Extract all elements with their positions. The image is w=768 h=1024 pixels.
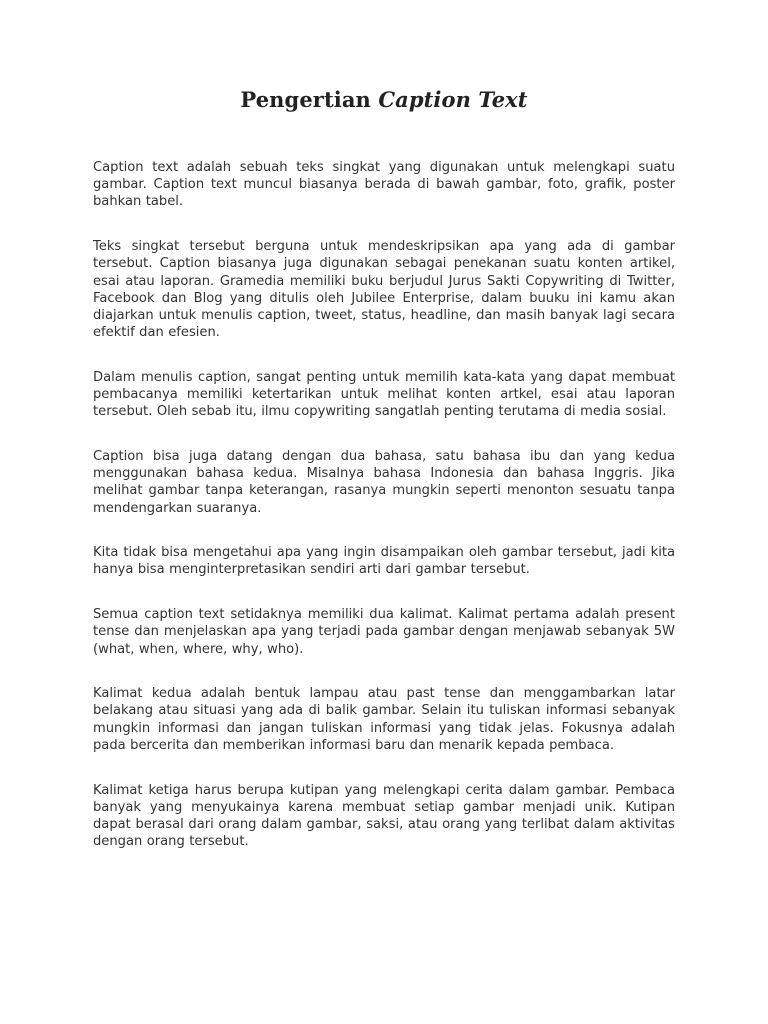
paragraph-5: Kita tidak bisa mengetahui apa yang ingin disampaikan oleh gambar tersebut, jadi kita hanya bisa menginterpretasikan sendiri arti dari gambar tersebut. bbox=[93, 545, 675, 578]
paragraph-8: Kalimat ketiga harus berupa kutipan yang melengkapi cerita dalam gambar. Pembaca banyak yang menyukainya karena membuat setiap gambar menjadi unik. Kutipan dapat berasal dari orang dalam gambar, saksi, atau orang yang terlibat dalam aktivitas dengan orang tersebut. bbox=[93, 782, 675, 850]
title-main: Pengertian bbox=[240, 87, 379, 112]
paragraph-6: Semua caption text setidaknya memiliki dua kalimat. Kalimat pertama adalah present tense dan menjelaskan apa yang terjadi pada gambar dengan menjawab sebanyak 5W (what, when, where, why, who). bbox=[93, 607, 675, 657]
paragraph-1: Caption text adalah sebuah teks singkat yang digunakan untuk melengkapi suatu gambar. Caption text muncul biasanya berada di bawah gambar, foto, grafik, poster bahkan tabel. bbox=[93, 160, 675, 210]
document-body bbox=[93, 159, 675, 850]
page-title bbox=[0, 87, 768, 112]
paragraph-4: Caption bisa juga datang dengan dua bahasa, satu bahasa ibu dan yang kedua menggunakan bahasa kedua. Misalnya bahasa Indonesia dan bahasa Inggris. Jika melihat gambar tanpa keterangan, rasanya mungkin seperti menonton sesuatu tanpa mendengarkan suaranya. bbox=[93, 448, 675, 516]
paragraph-7: Kalimat kedua adalah bentuk lampau atau past tense dan menggambarkan latar belakang atau situasi yang ada di balik gambar. Selain itu tuliskan informasi sebanyak mungkin informasi dan jangan tuliskan informasi yang tidak jelas. Fokusnya adalah pada bercerita dan memberikan informasi baru dan menarik kepada pembaca. bbox=[93, 686, 675, 753]
title-italic: Caption Text bbox=[378, 87, 528, 112]
paragraph-2: Teks singkat tersebut berguna untuk mendeskripsikan apa yang ada di gambar tersebut. Caption biasanya juga digunakan sebagai penekanan suatu konten artikel, esai atau laporan. Gramedia memiliki buku berjudul Jurus Sakti Copywriting di Twitter, Facebook dan Blog yang ditulis oleh Jubilee Enterprise, dalam buuku ini kamu akan diajarkan untuk menulis caption, tweet, status, headline, dan masih banyak lagi secara efektif dan efesien. bbox=[93, 239, 675, 341]
paragraph-3: Dalam menulis caption, sangat penting untuk memilih kata-kata yang dapat membuat pembacanya memiliki ketertarikan untuk melihat konten artkel, esai atau laporan tersebut. Oleh sebab itu, ilmu copywriting sangatlah penting terutama di media sosial. bbox=[93, 369, 675, 420]
